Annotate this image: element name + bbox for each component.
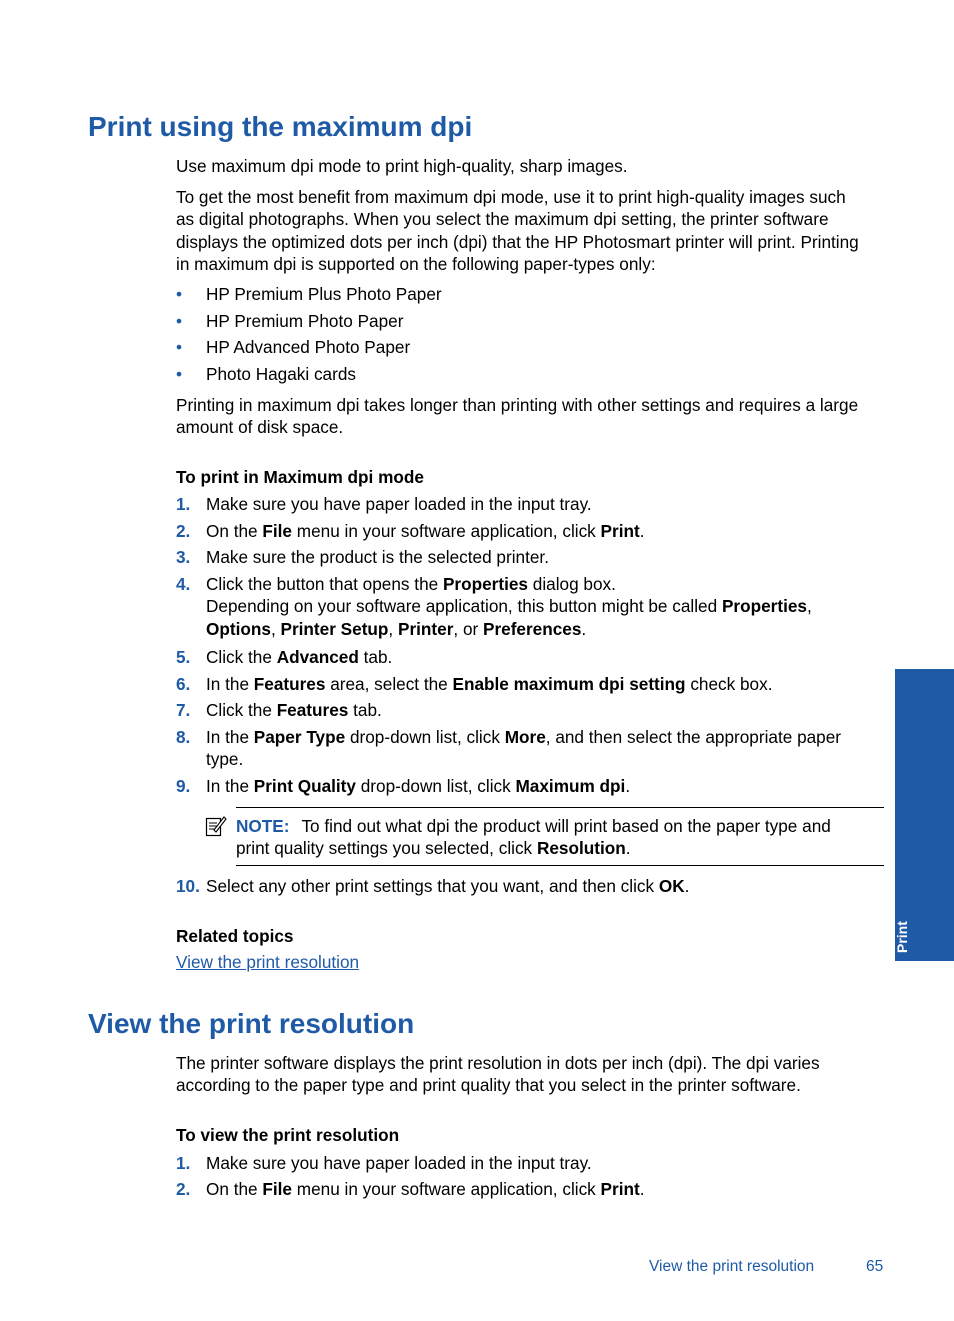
step-item: 3. Make sure the product is the selected printer. [176, 547, 549, 567]
bullet-icon: • [176, 364, 183, 384]
section-title: Print using the maximum dpi [88, 111, 473, 142]
bullet-icon: • [176, 337, 183, 357]
note-box: NOTE: To find out what dpi the product will print based on the paper type and print quality settings you selected, click Resolution. [236, 807, 884, 866]
step-item: 1. Make sure you have paper loaded in the input tray. [176, 1153, 592, 1173]
step-item: 6. In the Features area, select the Enable maximum dpi setting check box. [176, 674, 773, 694]
bullet-icon: • [176, 311, 183, 331]
step-item: 2. On the File menu in your software application, click Print. [176, 521, 645, 541]
procedure-title: To print in Maximum dpi mode [176, 467, 424, 487]
step-item: 5. Click the Advanced tab. [176, 647, 393, 667]
related-topic-link[interactable]: View the print resolution [176, 952, 360, 972]
paragraph: To get the most benefit from maximum dpi mode, use it to print high-quality images such as digital photographs. When you select the maximum dpi setting, the printer software displays the optimized dots per inch (dpi) that the HP Photosmart printer will print. Printing in maximum dpi is supported on the following paper-types only: [176, 187, 859, 275]
page-number: 65 [866, 1258, 884, 1275]
paragraph: The printer software displays the print resolution in dots per inch (dpi). The dpi varies according to the paper type and print quality that you select in the printer software. [176, 1053, 820, 1096]
footer-section-name: View the print resolution [649, 1258, 815, 1275]
procedure-title: To view the print resolution [176, 1125, 400, 1145]
note-icon [205, 815, 227, 837]
paragraph: Printing in maximum dpi takes longer than printing with other settings and requires a large amount of disk space. [176, 395, 859, 438]
step-item: 10. Select any other print settings that you want, and then click OK. [176, 876, 690, 896]
step-item: 4. Click the button that opens the Properties dialog box. Depending on your software application, this button might be called Properties, Options, Printer Setup, Printer, or Preferences. [176, 574, 812, 639]
related-topics-title: Related topics [176, 926, 294, 946]
section-title: View the print resolution [88, 1008, 415, 1039]
step-item: 8. In the Paper Type drop-down list, click More, and then select the appropriate paper type. [176, 727, 842, 770]
step-item: 7. Click the Features tab. [176, 700, 382, 720]
chapter-side-tab: Print [895, 669, 954, 961]
step-item: 2. On the File menu in your software application, click Print. [176, 1179, 645, 1199]
step-item: 9. In the Print Quality drop-down list, click Maximum dpi. [176, 776, 631, 796]
bullet-icon: • [176, 284, 183, 304]
step-item: 1. Make sure you have paper loaded in the input tray. [176, 494, 592, 514]
intro-paragraph: Use maximum dpi mode to print high-quality, sharp images. [176, 156, 628, 176]
note-label: NOTE: [236, 816, 290, 836]
